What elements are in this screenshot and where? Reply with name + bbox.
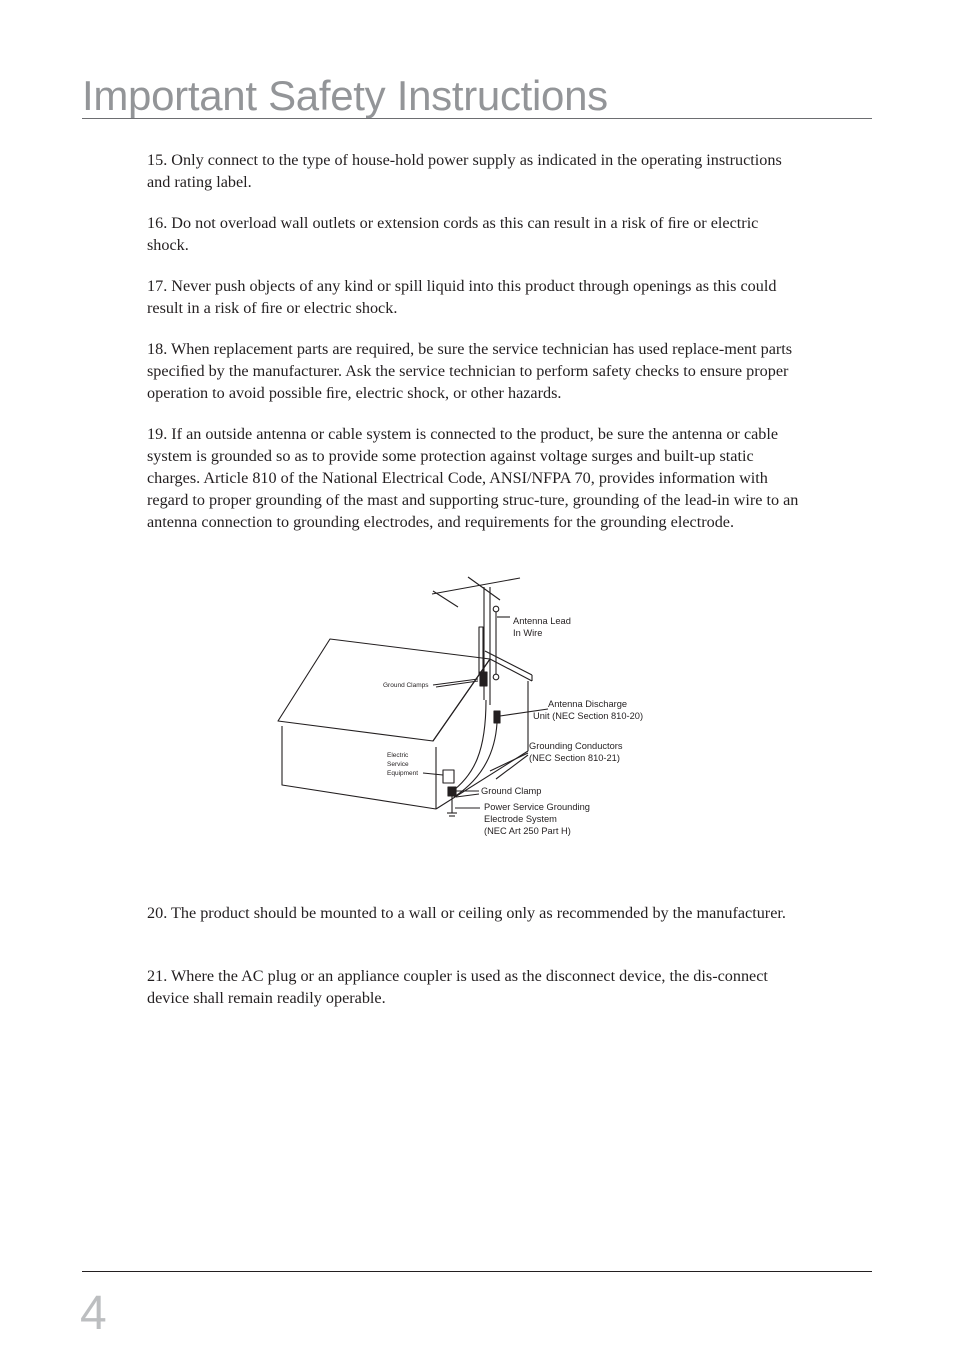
- instruction-18: 18. When replacement parts are required, be sure the service technician has used replace-ment parts speciﬁed by the manufacturer. Ask the service technician to perform safety checks to ensure proper operation to avoid possible ﬁre, electric shock, or other hazards.: [147, 340, 793, 402]
- instruction-17: 17. Never push objects of any kind or spill liquid into this product through openings as this could result in a risk of ﬁre or electric shock.: [147, 277, 777, 317]
- grounding-conductor-1: [450, 700, 486, 793]
- label-grounding-conductors: Grounding Conductors: [529, 741, 623, 751]
- label-grounding-conductors-2: (NEC Section 810-21): [529, 753, 620, 763]
- instruction-21: 21. Where the AC plug or an appliance coupler is used as the disconnect device, the dis-connect device shall remain readily operable.: [147, 967, 768, 1007]
- label-power-service: Power Service Grounding: [484, 802, 590, 812]
- antenna-element-long: [432, 578, 520, 594]
- instruction-20: 20. The product should be mounted to a wall or ceiling only as recommended by the manufacturer.: [147, 904, 786, 922]
- label-ground-clamp: Ground Clamp: [481, 786, 542, 796]
- instruction-15: 15. Only connect to the type of house-hold power supply as indicated in the operating instructions and rating label.: [147, 151, 782, 191]
- page-title: Important Safety Instructions: [82, 72, 608, 119]
- instruction-19: 19. If an outside antenna or cable system is connected to the product, be sure the antenna or cable system is grounded so as to provide some protection against voltage surges and built-up static charges. Article 810 of the National Electrical Code, ANSI/NFPA 70, provides information with regard to proper grounding of the mast and supporting struc-ture, grounding of the lead-in wire to an antenna connection to grounding electrodes, and requirements for the grounding electrode.: [147, 425, 799, 531]
- label-antenna-discharge: Antenna Discharge: [548, 699, 628, 709]
- label-power-service-3: (NEC Art 250 Part H): [484, 826, 571, 836]
- ground-clamp-mark: [448, 787, 456, 796]
- label-antenna-discharge-2: Unit (NEC Section 810-20): [533, 711, 644, 721]
- label-electric-2: Service: [387, 761, 409, 768]
- title-divider: [82, 118, 872, 119]
- antenna-grounding-diagram: [270, 575, 670, 845]
- footer-divider: [82, 1271, 872, 1272]
- electric-service-equipment: [443, 770, 454, 783]
- label-electric-3: Equipment: [387, 770, 419, 777]
- instruction-16: 16. Do not overload wall outlets or extension cords as this can result in a risk of ﬁre or electric shock.: [147, 214, 759, 254]
- label-ground-clamps: Ground Clamps: [383, 682, 429, 689]
- antenna-discharge-unit: [494, 711, 500, 723]
- ground-clamps-mark: [480, 672, 487, 686]
- house-roof: [278, 639, 490, 741]
- label-electric: Electric: [387, 752, 409, 759]
- page-number: 4: [80, 1287, 107, 1340]
- label-antenna-lead: Antenna Lead: [513, 616, 571, 626]
- label-antenna-lead-2: In Wire: [513, 628, 543, 638]
- label-power-service-2: Electrode System: [484, 814, 557, 824]
